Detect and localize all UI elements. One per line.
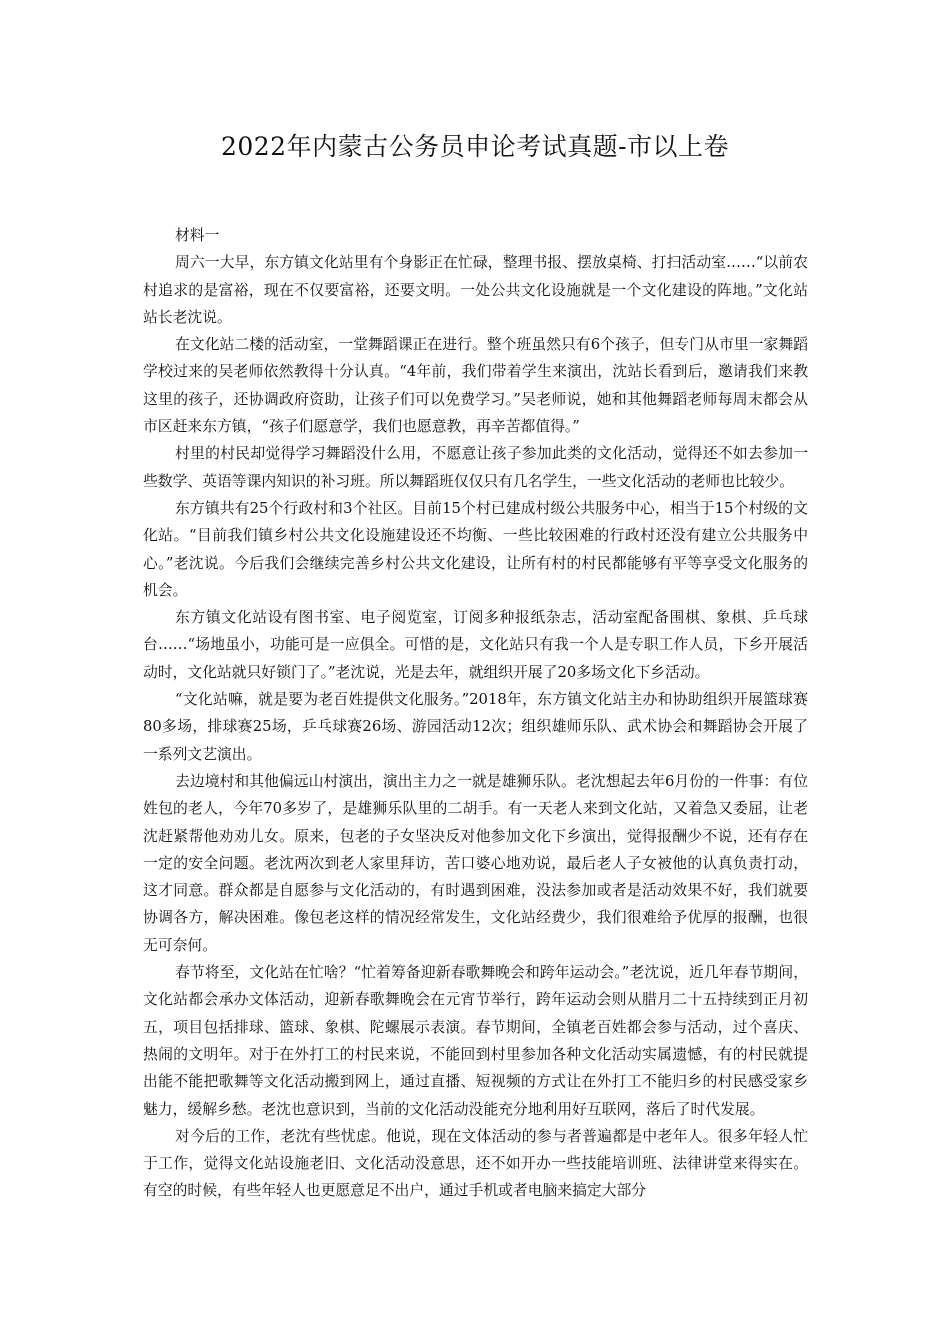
paragraph: “文化站嘛，就是要为老百姓提供文化服务。”2018年，东方镇文化站主办和协助组织开展篮球赛80多场，排球赛25场，乒乓球赛26场、游园活动12次；组织雄师乐队、武术协会和舞蹈协会开展了一系列文艺演出。 (143, 691, 808, 763)
paragraph: 春节将至，文化站在忙啥？“忙着筹备迎新春歌舞晚会和跨年运动会。”老沈说，近几年春节期间，文化站都会承办文体活动，迎新春歌舞晚会在元宵节举行，跨年运动会则从腊月二十五持续到正月初五，项目包括排球、篮球、象棋、陀螺展示表演。春节期间，全镇老百姓都会参与活动，过个喜庆、热闹的文明年。对于在外打工的村民来说，不能回到村里参加各种文化活动实属遗憾，有的村民就提出能不能把歌舞等文化活动搬到网上，通过直播、短视频的方式让在外打工不能归乡的村民感受家乡魅力，缓解乡愁。老沈也意识到，当前的文化活动没能充分地利用好互联网，落后了时代发展。 (143, 964, 808, 1118)
paragraph: 对今后的工作，老沈有些忧虑。他说，现在文体活动的参与者普遍都是中老年人。很多年轻人忙于工作，觉得文化站设施老旧、文化活动没意思，还不如开办一些技能培训班、法律讲堂来得实在。有空的时候，有些年轻人也更愿意足不出户，通过手机或者电脑来搞定大部分 (143, 1127, 808, 1200)
paragraph: 周六一大早，东方镇文化站里有个身影正在忙碌，整理书报、摆放桌椅、打扫活动室……“以前农村追求的是富裕，现在不仅要富裕，还要文明。一处公共文化设施就是一个文化建设的阵地。”文化站站长老沈说。 (143, 254, 808, 326)
paragraph: 在文化站二楼的活动室，一堂舞蹈课正在进行。整个班虽然只有6个孩子，但专门从市里一家舞蹈学校过来的吴老师依然教得十分认真。“4年前，我们带着学生来演出，沈站长看到后，邀请我们来教这里的孩子，还协调政府资助，让孩子们可以免费学习。”吴老师说，她和其他舞蹈老师每周末都会从市区赶来东方镇，“孩子们愿意学，我们也愿意教，再辛苦都值得。” (143, 336, 808, 436)
paragraph: 村里的村民却觉得学习舞蹈没什么用，不愿意让孩子参加此类的文化活动，觉得还不如去参加一些数学、英语等课内知识的补习班。所以舞蹈班仅仅只有几名学生，一些文化活动的老师也比较少。 (143, 445, 808, 490)
paragraph: 去边境村和其他偏远山村演出，演出主力之一就是雄狮乐队。老沈想起去年6月份的一件事：有位姓包的老人，今年70多岁了，是雄狮乐队里的二胡手。有一天老人来到文化站，又着急又委屈，让老沈赶紧帮他劝劝儿女。原来，包老的子女坚决反对他参加文化下乡演出，觉得报酬少不说，还有存在一定的安全问题。老沈两次到老人家里拜访，苦口婆心地劝说，最后老人子女被他的认真负责打动，这才同意。群众都是自愿参与文化活动的，有时遇到困难，没法参加或者是活动效果不好，我们就要协调各方，解决困难。像包老这样的情况经常发生，文化站经费少，我们很难给予优厚的报酬，也很无可奈何。 (143, 772, 808, 954)
document-body (143, 222, 808, 1205)
document-title: 2022年内蒙古公务员申论考试真题-市以上卷 (220, 132, 730, 161)
section-heading: 材料一 (175, 227, 220, 244)
paragraph: 东方镇共有25个行政村和3个社区。目前15个村已建成村级公共服务中心，相当于15个村级的文化站。“目前我们镇乡村公共文化设施建设还不均衡、一些比较困难的行政村还没有建立公共服务中心。”老沈说。今后我们会继续完善乡村公共文化建设，让所有村的村民都能够有平等享受文化服务的机会。 (143, 499, 808, 599)
paragraph: 东方镇文化站设有图书室、电子阅览室，订阅多种报纸杂志，活动室配备围棋、象棋、乒乓球台……“场地虽小，功能可是一应俱全。可惜的是，文化站只有我一个人是专职工作人员，下乡开展活动时，文化站就只好锁门了。”老沈说，光是去年，就组织开展了20多场文化下乡活动。 (143, 609, 808, 681)
